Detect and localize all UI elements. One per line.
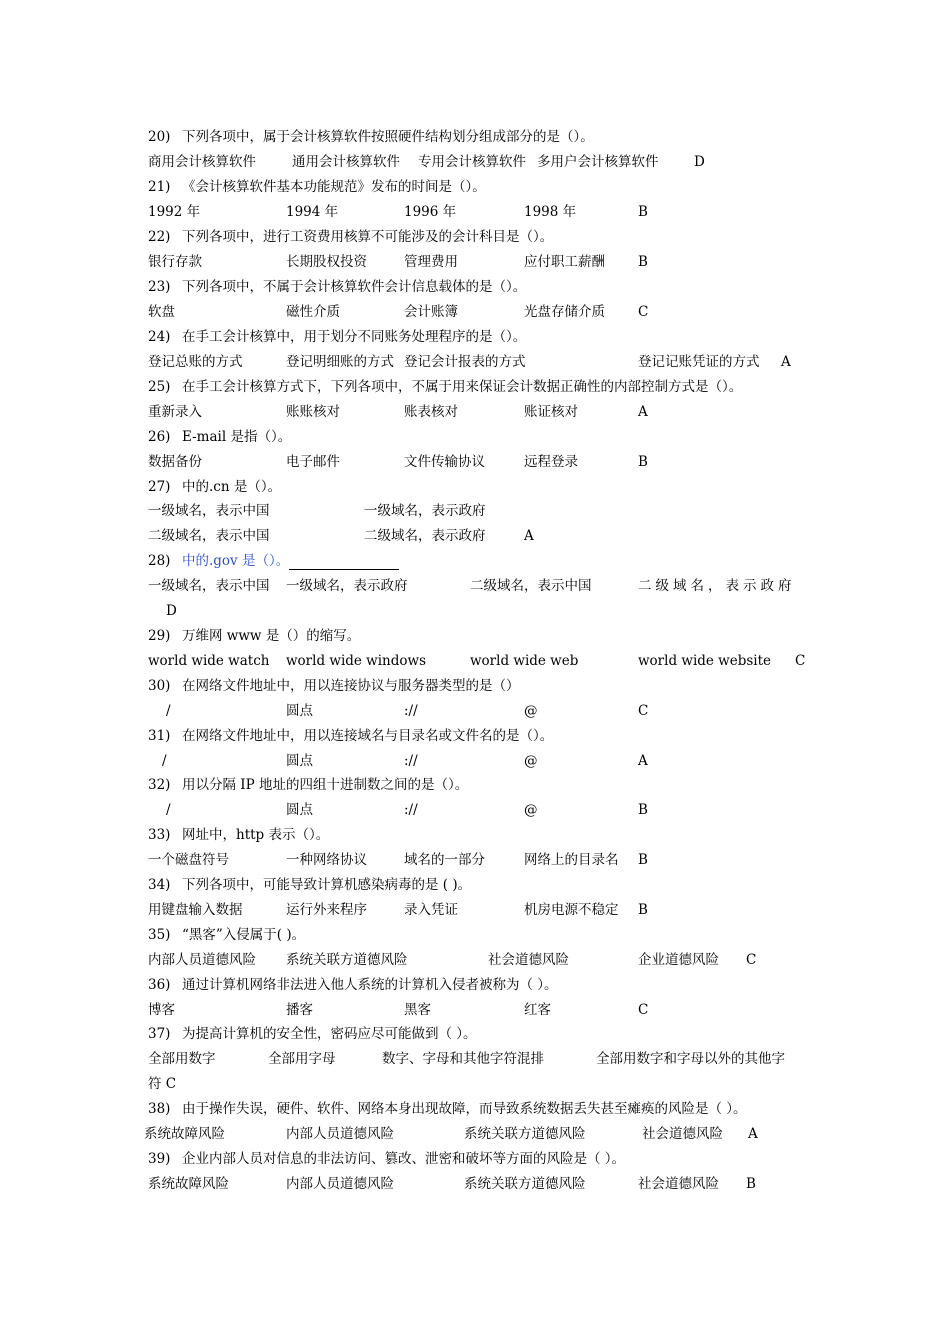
option-c: 专用会计核算软件 [418,154,526,170]
option-c: 会计账簿 [404,304,458,320]
answer: B [638,902,648,918]
option-b: 全部用字母 [268,1051,336,1067]
option-a: 登记总账的方式 [148,354,243,370]
question-22: 22) 下列各项中，进行工资费用核算不可能涉及的会计科目是（）。 [148,229,554,245]
option-b: 长期股权投资 [286,254,367,270]
option-a: world wide watch [148,653,270,669]
option-c: 管理费用 [404,254,458,270]
option-b: 播客 [286,1002,313,1018]
option-d: 网络上的目录名 [524,852,619,868]
option-c: 登记会计报表的方式 [404,354,526,370]
question-23: 23) 下列各项中，不属于会计核算软件会计信息载体的是（）。 [148,279,527,295]
option-d: @ [524,802,538,818]
option-b: 一级域名，表示政府 [286,578,408,594]
option-c: 数字、字母和其他字符混排 [382,1051,544,1067]
question-31: 31) 在网络文件地址中，用以连接域名与目录名或文件名的是（）。 [148,728,554,744]
option-b: 圆点 [286,802,313,818]
option-d: 机房电源不稳定 [524,902,619,918]
option-a: 软盘 [148,304,175,320]
option-a: 1992 年 [148,204,201,220]
question-36: 36) 通过计算机网络非法进入他人系统的计算机入侵者被称为（ ）。 [148,977,558,993]
option-b: 一种网络协议 [286,852,367,868]
option-a: 全部用数字 [148,1051,216,1067]
question-25: 25) 在手工会计核算方式下，下列各项中，不属于用来保证会计数据正确性的内部控制方式是（）。 [148,379,743,395]
option-d: 多用户会计核算软件 [537,154,659,170]
option-a: 博客 [148,1002,175,1018]
option-a: / [162,753,167,769]
option-d: 企业道德风险 [638,952,719,968]
question-34: 34) 下列各项中，可能导致计算机感染病毒的是 ( )。 [148,877,472,893]
option-a: / [166,802,171,818]
option-b: 电子邮件 [286,454,340,470]
question-21: 21) 《会计核算软件基本功能规范》发布的时间是（）。 [148,179,486,195]
answer: A [781,354,791,370]
option-d: 全部用数字和字母以外的其他字 [596,1051,785,1067]
option-c: 系统关联方道德风险 [464,1126,586,1142]
question-20: 20) 下列各项中，属于会计核算软件按照硬件结构划分组成部分的是（）。 [148,129,594,145]
option-b: 一级域名，表示政府 [364,503,486,519]
answer: B [638,454,648,470]
option-b: world wide windows [286,653,427,669]
option-d: 远程登录 [524,454,578,470]
answer: A [524,528,534,544]
option-b: 通用会计核算软件 [292,154,400,170]
question-24: 24) 在手工会计核算中，用于划分不同账务处理程序的是（）。 [148,329,527,345]
option-c: 1996 年 [404,204,457,220]
option-d-continued: 符 C [148,1076,177,1092]
option-a: 用键盘输入数据 [148,902,243,918]
option-a: 内部人员道德风险 [148,952,256,968]
question-28: 28) 中的.gov 是（）。 [148,552,399,570]
option-d: 社会道德风险 [642,1126,723,1142]
answer: C [638,1002,649,1018]
option-c: :// [404,753,418,769]
option-a: 数据备份 [148,454,202,470]
option-c: 二级域名，表示中国 [148,528,270,544]
option-b: 内部人员道德风险 [286,1126,394,1142]
option-b: 圆点 [286,753,313,769]
answer: B [638,852,648,868]
answer: B [638,254,648,270]
answer: C [795,653,806,669]
option-c: 二级域名，表示中国 [470,578,592,594]
answer: B [638,802,648,818]
option-b: 内部人员道德风险 [286,1176,394,1192]
option-c: 社会道德风险 [488,952,569,968]
answer: A [638,753,648,769]
question-32: 32) 用以分隔 IP 地址的四组十进制数之间的是（）。 [148,777,469,793]
option-a: 一个磁盘符号 [148,852,229,868]
option-d: 二级域名，表示政府 [638,578,796,594]
option-b: 账账核对 [286,404,340,420]
option-b: 1994 年 [286,204,339,220]
question-26: 26) E-mail 是指（）。 [148,429,292,445]
option-d: 应付职工薪酬 [524,254,605,270]
question-38: 38) 由于操作失误，硬件、软件、网络本身出现故障，而导致系统数据丢失甚至瘫痪的风险是（ ）。 [148,1101,747,1117]
option-c: 录入凭证 [404,902,458,918]
option-d: 社会道德风险 [638,1176,719,1192]
question-29: 29) 万维网 www 是（）的缩写。 [148,628,361,644]
option-d: 账证核对 [524,404,578,420]
option-a: / [166,703,171,719]
option-c: :// [404,802,418,818]
option-c: 账表核对 [404,404,458,420]
option-d: @ [524,703,538,719]
option-a: 系统故障风险 [144,1126,225,1142]
option-c: world wide web [470,653,579,669]
option-a: 一级域名，表示中国 [148,503,270,519]
option-a: 重新录入 [148,404,202,420]
answer: D [694,154,705,170]
answer: C [638,304,649,320]
option-a: 一级域名，表示中国 [148,578,270,594]
option-d: 红客 [524,1002,551,1018]
option-c: 黑客 [404,1002,431,1018]
underline-blank [289,555,399,570]
question-28-link[interactable]: 中的.gov 是（）。 [182,553,290,569]
answer: A [748,1126,758,1142]
option-b: 登记明细账的方式 [286,354,394,370]
option-d: world wide website [638,653,772,669]
option-b: 系统关联方道德风险 [286,952,408,968]
question-35: 35) “黑客”入侵属于( )。 [148,927,306,943]
option-d: @ [524,753,538,769]
question-27: 27) 中的.cn 是（）。 [148,479,282,495]
option-c: 系统关联方道德风险 [464,1176,586,1192]
answer: D [166,603,177,619]
option-c: :// [404,703,418,719]
option-b: 圆点 [286,703,313,719]
option-a: 商用会计核算软件 [148,154,256,170]
option-a: 系统故障风险 [148,1176,229,1192]
question-39: 39) 企业内部人员对信息的非法访问、篡改、泄密和破坏等方面的风险是（ ）。 [148,1151,626,1167]
option-b: 磁性介质 [286,304,340,320]
answer: B [638,204,648,220]
option-d: 1998 年 [524,204,577,220]
option-c: 文件传输协议 [404,454,485,470]
question-33: 33) 网址中，http 表示（）。 [148,827,330,843]
question-30: 30) 在网络文件地址中，用以连接协议与服务器类型的是（） [148,678,520,694]
question-37: 37) 为提高计算机的安全性，密码应尽可能做到（ ）。 [148,1026,477,1042]
answer: B [746,1176,756,1192]
option-d: 二级域名，表示政府 [364,528,486,544]
option-d: 登记记账凭证的方式 [638,354,760,370]
option-d: 光盘存储介质 [524,304,605,320]
answer: C [638,703,649,719]
option-a: 银行存款 [148,254,202,270]
option-b: 运行外来程序 [286,902,367,918]
option-c: 域名的一部分 [404,852,485,868]
answer: C [746,952,757,968]
answer: A [638,404,648,420]
